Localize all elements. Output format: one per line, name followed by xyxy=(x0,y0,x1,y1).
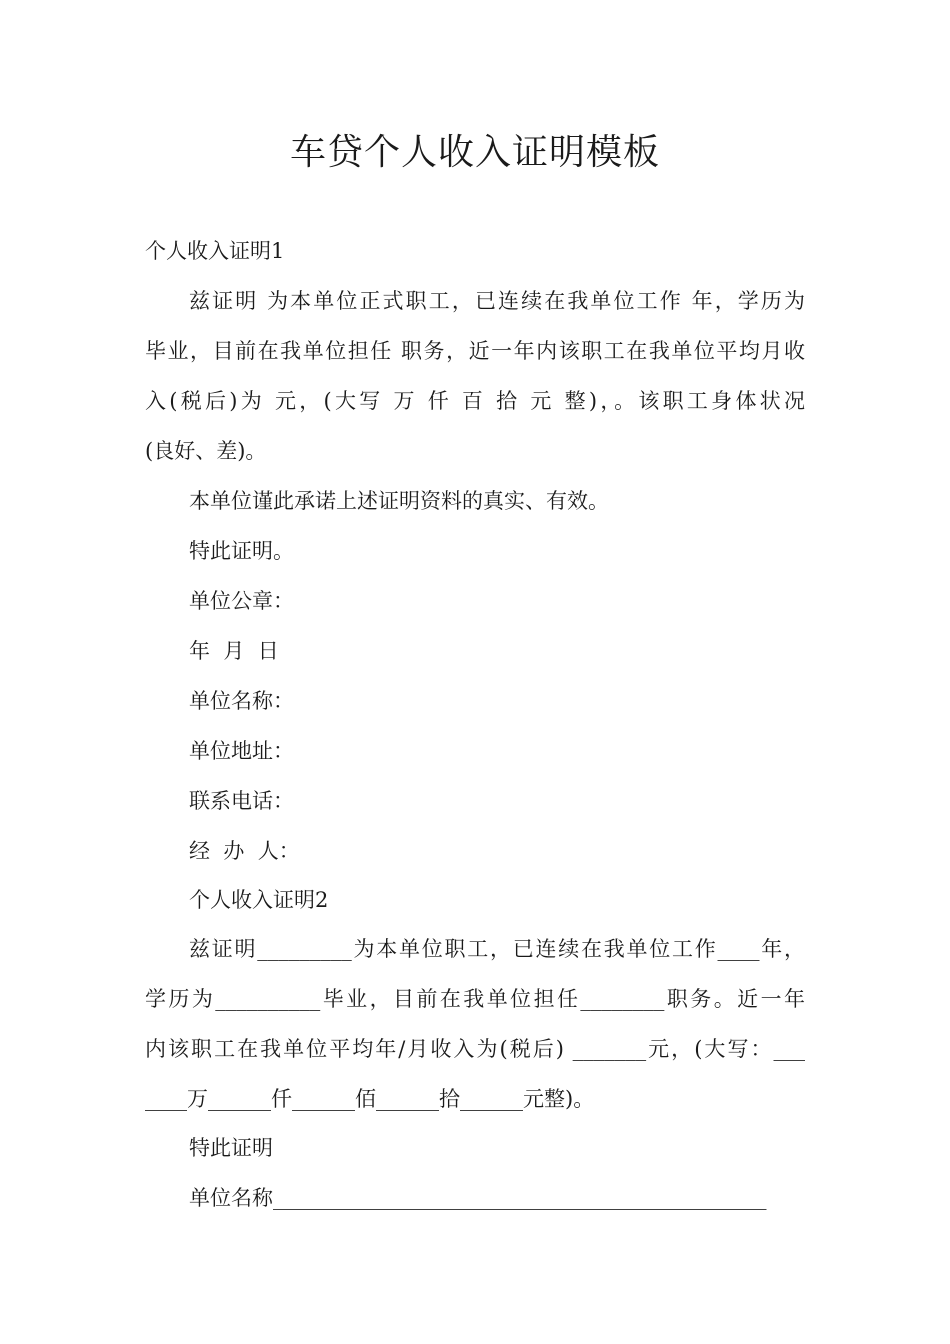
section2-para1-line4: ____万______仟______佰______拾______元整)。 xyxy=(145,1087,595,1111)
section1-phone: 联系电话： xyxy=(189,789,294,813)
section1-para1-line4: (良好、差)。 xyxy=(145,439,267,463)
section1-handler: 经 办 人： xyxy=(189,839,300,863)
section2-unit-name: 单位名称_______________________________________________ xyxy=(189,1186,767,1210)
section1-unit-name: 单位名称： xyxy=(189,689,294,713)
section1-seal: 单位公章： xyxy=(189,589,294,613)
section1-commitment: 本单位谨此承诺上述证明资料的真实、有效。 xyxy=(189,489,609,513)
section2-heading: 个人收入证明2 xyxy=(189,888,329,912)
section1-para1-line2: 毕业，目前在我单位担任 职务，近一年内该职工在我单位平均月收 xyxy=(145,339,805,363)
document-title: 车贷个人收入证明模板 xyxy=(289,132,660,173)
section2-para1-line1: 兹证明_________为本单位职工，已连续在我单位工作____年， xyxy=(189,937,805,961)
section1-heading: 个人收入证明1 xyxy=(145,239,285,263)
section1-date: 年 月 日 xyxy=(189,639,279,663)
section2-special: 特此证明 xyxy=(189,1136,273,1160)
section2-para1-line3: 内该职工在我单位平均年/月收入为(税后) _______元，(大写：___ xyxy=(145,1037,805,1061)
section1-unit-address: 单位地址： xyxy=(189,739,294,763)
section1-para1-line3: 入(税后)为 元，(大写 万 仟 百 拾 元 整)，。该职工身体状况 xyxy=(145,389,805,413)
section1-para1-line1: 兹证明 为本单位正式职工，已连续在我单位工作 年，学历为 xyxy=(189,289,805,313)
section2-para1-line2: 学历为__________毕业，目前在我单位担任________职务。近一年 xyxy=(145,987,805,1011)
section1-special: 特此证明。 xyxy=(189,539,294,563)
